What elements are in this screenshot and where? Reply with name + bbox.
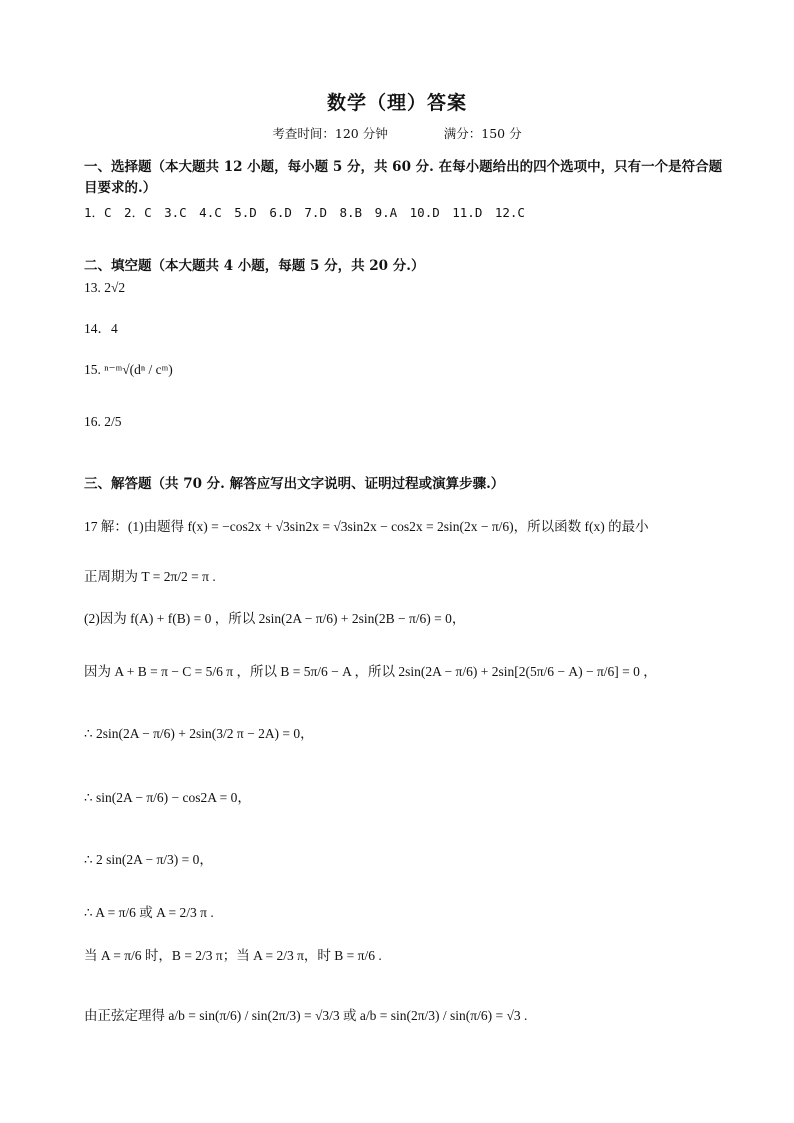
solution-line-10: 由正弦定理得 a/b = sin(π/6) / sin(2π/3) = √3/3 或 a/b = sin(2π/3) / sin(π/6) = √3 .: [84, 1008, 528, 1023]
exam-score: 满分：150 分: [443, 126, 522, 141]
choice-answers: 1．C 2．C 3.C 4.C 5.D 6.D 7.D 8.B 9.A 10.D 11.D 12.C: [84, 205, 525, 220]
answer-16: 16. 2/5: [84, 414, 122, 429]
section2-heading: 二、填空题（本大题共 4 小题，每题 5 分，共 20 分.）: [84, 258, 425, 274]
solution-line-5: ∴ 2sin(2A − π/6) + 2sin(3/2 π − 2A) = 0，: [84, 726, 314, 741]
solution-line-3: (2)因为 f(A) + f(B) = 0 ，所以 2sin(2A − π/6) + 2sin(2B − π/6) = 0，: [84, 611, 466, 626]
section1-heading: 一、选择题（本大题共 12 小题，每小题 5 分，共 60 分. 在每小题给出的四个选项中，只有一个是符合题目要求的.）: [84, 159, 723, 196]
solution-line-4: 因为 A + B = π − C = 5/6 π ，所以 B = 5π/6 − A ，所以 2sin(2A − π/6) + 2sin[2(5π/6 − A) − π/6] = 0 ，: [84, 664, 657, 679]
answer-13: 13. 2√2: [84, 280, 126, 295]
solution-line-8: ∴ A = π/6 或 A = 2/3 π .: [84, 905, 214, 920]
solution-line-6: ∴ sin(2A − π/6) − cos2A = 0，: [84, 790, 251, 805]
answer-14: 14．4: [84, 321, 118, 336]
page-title: 数学（理）答案: [326, 92, 467, 114]
exam-info: [0, 124, 794, 142]
section3-heading: 三、解答题（共 70 分. 解答应写出文字说明、证明过程或演算步骤.）: [84, 476, 505, 492]
exam-time: 考查时间：120 分钟: [272, 126, 388, 141]
solution-line-2: 正周期为 T = 2π/2 = π .: [84, 569, 216, 584]
solution-line-9: 当 A = π/6 时，B = 2/3 π；当 A = 2/3 π，时 B = π/6 .: [84, 948, 382, 963]
solution-line-1: 17 解：(1)由题得 f(x) = −cos2x + √3sin2x = √3sin2x − cos2x = 2sin(2x − π/6)，所以函数 f(x) 的最小: [84, 519, 649, 534]
answer-15: 15. ⁿ⁻ᵐ√(dⁿ / cᵐ): [84, 362, 173, 377]
solution-line-7: ∴ 2 sin(2A − π/3) = 0，: [84, 852, 213, 867]
